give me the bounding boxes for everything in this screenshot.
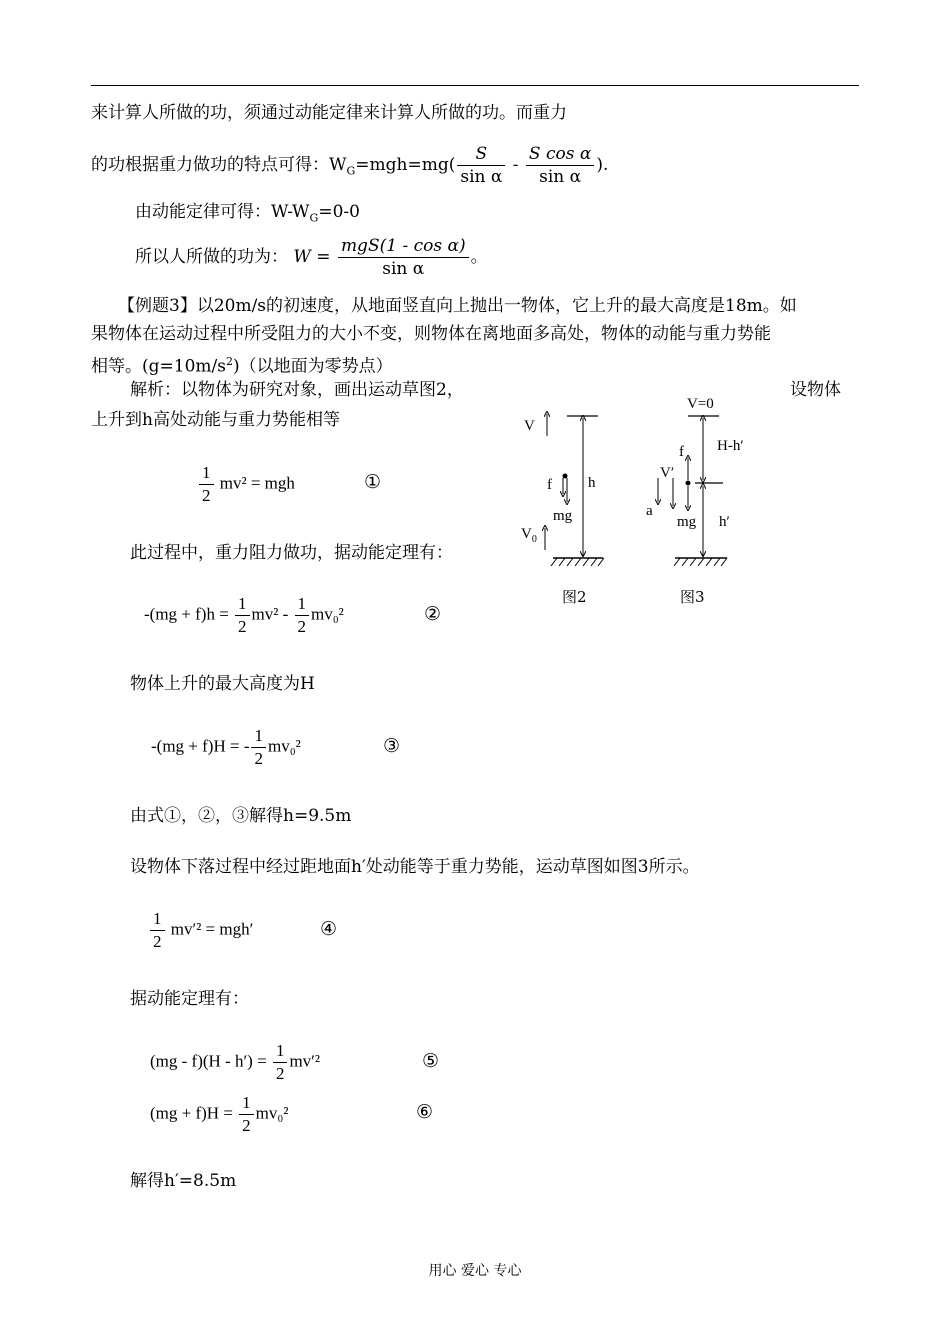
page-footer: 用心 爱心 专心 — [428, 1263, 522, 1279]
example3-line-2: 果物体在运动过程中所受阻力的大小不变，则物体在离地面多高处，物体的动能与重力势能 — [91, 324, 771, 344]
fig3-ground-hatch — [674, 558, 727, 566]
fig3-label-vp: V′ — [660, 465, 675, 481]
theorem-text: 据动能定理有： — [130, 989, 249, 1009]
fraction-scos-over-sin: $\frac{\text{S cos α}}{\text{sin α}}$ — [526, 143, 594, 188]
equation-4: $\frac{1}{2}$ mv′² = mgh′ — [148, 908, 253, 953]
text-line-1: 来计算人所做的功，须通过动能定律来计算人所做的功。而重力 — [91, 103, 567, 123]
fig2-label-v0: $V_0$ — [521, 526, 537, 545]
fig3-label-f: f — [679, 444, 684, 460]
equation-3: -(mg + f)H = - $\frac{1}{2}$ mv₀² — [151, 726, 301, 768]
analysis-line-1: 解析：以物体为研究对象，画出运动草图2， — [130, 380, 464, 400]
work-gravity-mid: =mgh=mg( — [355, 155, 456, 175]
text-line-3: 由动能定律可得：$W-W_G=0-0$ — [135, 202, 360, 225]
fig3-label-a: a — [646, 503, 653, 519]
work-symbol: W = — [293, 247, 331, 267]
max-height-text: 物体上升的最大高度为H — [130, 674, 315, 694]
example3-line-3: 相等。$(g=10m/s^2)$（以地面为零势点） — [91, 355, 393, 377]
analysis-line-2: 上升到h高处动能与重力势能相等 — [91, 410, 340, 430]
analysis-line-1-right: 设物体 — [790, 380, 841, 400]
text-line-4: 所以人所做的功为： W = $\frac{\text{mgS(1 - cos α)}}{\text{sin α}}$ 。 — [135, 236, 488, 279]
header-rule — [91, 85, 859, 86]
solve-1-text: 由式①，②，③解得h=9.5m — [130, 806, 352, 826]
motion-diagrams — [505, 390, 755, 620]
fig3-label-v0: V=0 — [687, 396, 714, 412]
work-gravity-prefix: 的功根据重力做功的特点可得：W — [91, 155, 347, 175]
fig2-ground-hatch — [551, 558, 604, 566]
fig2-object — [563, 474, 568, 479]
text-line-2: 的功根据重力做功的特点可得：$W_G=mgh=mg$( $\frac{S}{\text{sin α}}$ - $\frac{\text{S cos α}}{\text{sin α}}$ ). — [91, 144, 609, 187]
equation-6-marker: ⑥ — [416, 1101, 434, 1123]
fig3-label-hh: H-h′ — [717, 438, 744, 454]
fig3-object — [686, 481, 691, 486]
equation-6: (mg + f)H = $\frac{1}{2}$ mv₀² — [150, 1093, 289, 1135]
figure-3 — [646, 396, 744, 606]
fig3-label-hp: h′ — [719, 514, 730, 530]
subscript-g: G — [346, 164, 356, 178]
equation-2-marker: ② — [424, 603, 442, 625]
equation-5-marker: ⑤ — [422, 1050, 440, 1072]
example3-line-1: 【例题3】以20m/s的初速度，从地面竖直向上抛出一物体，它上升的最大高度是18m。如 — [118, 296, 797, 316]
equation-1: $\frac{1}{2}$ mv² = mgh — [197, 462, 295, 507]
fig2-label-mg: mg — [553, 508, 573, 524]
fig2-label-v: V — [524, 418, 535, 434]
fraction-work: $\frac{\text{mgS(1 - cos α)}}{\text{sin α}}$ — [338, 235, 469, 280]
fig3-caption: 图3 — [680, 588, 705, 606]
fig3-label-mg: mg — [677, 514, 697, 530]
fig2-caption: 图2 — [562, 588, 587, 606]
falling-text: 设物体下落过程中经过距地面h′处动能等于重力势能，运动草图如图3所示。 — [130, 857, 700, 877]
fraction-s-over-sin: $\frac{S}{\text{sin α}}$ — [457, 143, 505, 188]
equation-5: (mg - f)(H - h′) = $\frac{1}{2}$ mv′² — [150, 1041, 320, 1083]
equation-3-marker: ③ — [383, 735, 401, 757]
equation-4-marker: ④ — [320, 918, 338, 940]
figure-2 — [521, 414, 604, 606]
equation-2: -(mg + f)h = $\frac{1}{2}$ mv² - $\frac{1}{2}$ mv₀² — [144, 594, 344, 636]
fig2-label-f: f — [547, 477, 552, 493]
process-text: 此过程中，重力阻力做功，据动能定理有： — [130, 543, 453, 563]
fig2-label-h: h — [588, 475, 596, 491]
equation-1-marker: ① — [364, 471, 382, 493]
answer-text: 解得h′=8.5m — [130, 1171, 237, 1191]
